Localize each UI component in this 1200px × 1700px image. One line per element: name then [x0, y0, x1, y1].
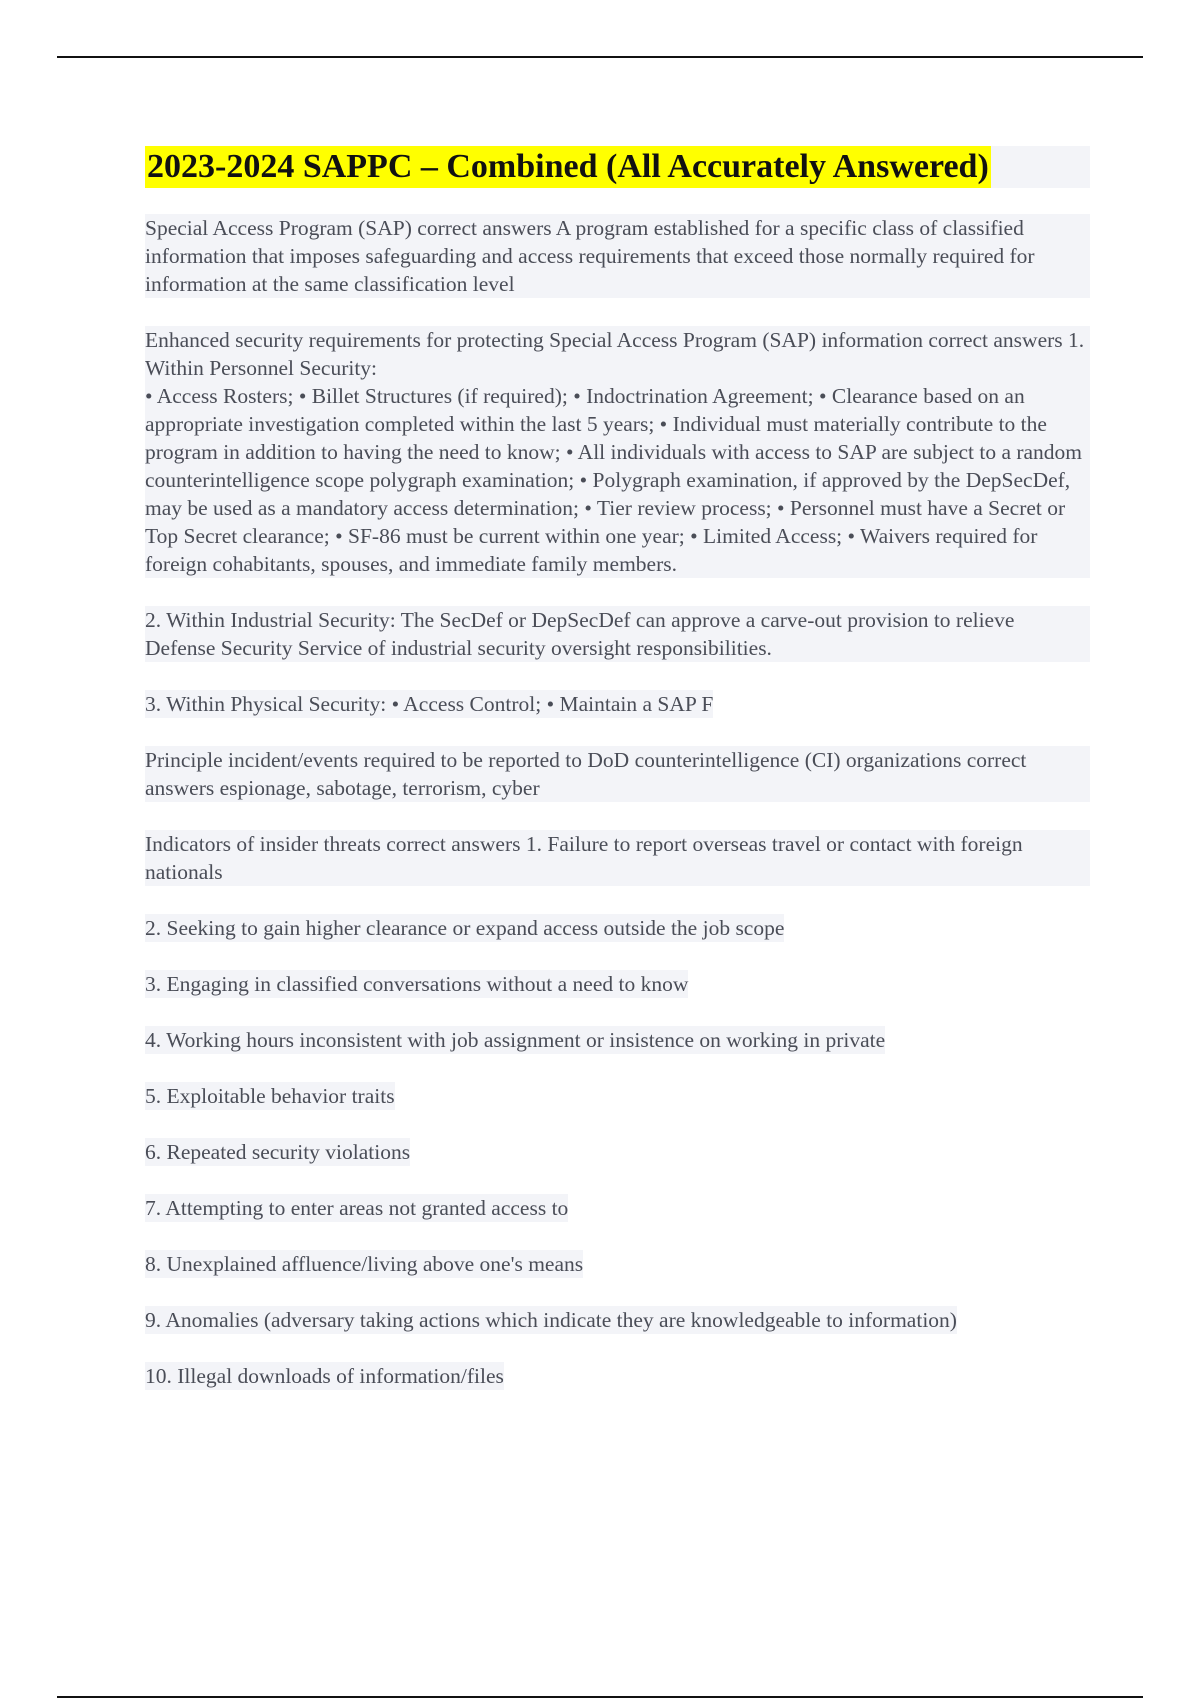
document-title: 2023-2024 SAPPC – Combined (All Accurately Answered)	[145, 146, 991, 188]
paragraph-ci-incidents: Principle incident/events required to be reported to DoD counterintelligence (CI) organizations correct answers espionage, sabotage, terrorism, cyber	[145, 746, 1090, 802]
bottom-rule	[57, 1696, 1143, 1698]
paragraph-personnel-list: • Access Rosters; • Billet Structures (if required); • Indoctrination Agreement; • Clearance based on an appropriate investigation completed within the last 5 years; • Individual must materially contribute to the program in addition to having the need to know; • All individuals with access to SAP are subject to a random counterintelligence scope polygraph examination; • Polygraph examination, if approved by the DepSecDef, may be used as a mandatory access determination; • Tier review process; • Personnel must have a Secret or Top Secret clearance; • SF-86 must be current within one year; • Limited Access; • Waivers required for foreign cohabitants, spouses, and immediate family members.	[145, 382, 1090, 578]
list-item: 2. Seeking to gain higher clearance or expand access outside the job scope	[145, 916, 785, 940]
document-body	[145, 146, 1090, 1418]
list-item: 10. Illegal downloads of information/files	[145, 1364, 504, 1388]
list-item: 5. Exploitable behavior traits	[145, 1084, 395, 1108]
list-item: 4. Working hours inconsistent with job assignment or insistence on working in private	[145, 1028, 886, 1052]
title-band	[145, 146, 1090, 188]
list-item: 3. Engaging in classified conversations without a need to know	[145, 972, 689, 996]
list-item: 9. Anomalies (adversary taking actions which indicate they are knowledgeable to information)	[145, 1308, 957, 1332]
paragraph-industrial-security: 2. Within Industrial Security: The SecDef or DepSecDef can approve a carve-out provision to relieve Defense Security Service of industrial security oversight responsibilities.	[145, 606, 1090, 662]
paragraph-sap-definition: Special Access Program (SAP) correct answers A program established for a specific class of classified information that imposes safeguarding and access requirements that exceed those normally required for information at the same classification level	[145, 214, 1090, 298]
paragraph-enhanced-intro: Enhanced security requirements for protecting Special Access Program (SAP) information correct answers 1. Within Personnel Security:	[145, 326, 1090, 382]
list-item: 6. Repeated security violations	[145, 1140, 411, 1164]
paragraph-insider-threats: Indicators of insider threats correct answers 1. Failure to report overseas travel or contact with foreign nationals	[145, 830, 1090, 886]
paragraph-physical-security: 3. Within Physical Security: • Access Control; • Maintain a SAP F	[145, 692, 714, 716]
list-item: 8. Unexplained affluence/living above one's means	[145, 1252, 584, 1276]
paragraph-enhanced-requirements	[145, 326, 1090, 578]
list-item: 7. Attempting to enter areas not granted access to	[145, 1196, 569, 1220]
top-rule	[57, 56, 1143, 58]
